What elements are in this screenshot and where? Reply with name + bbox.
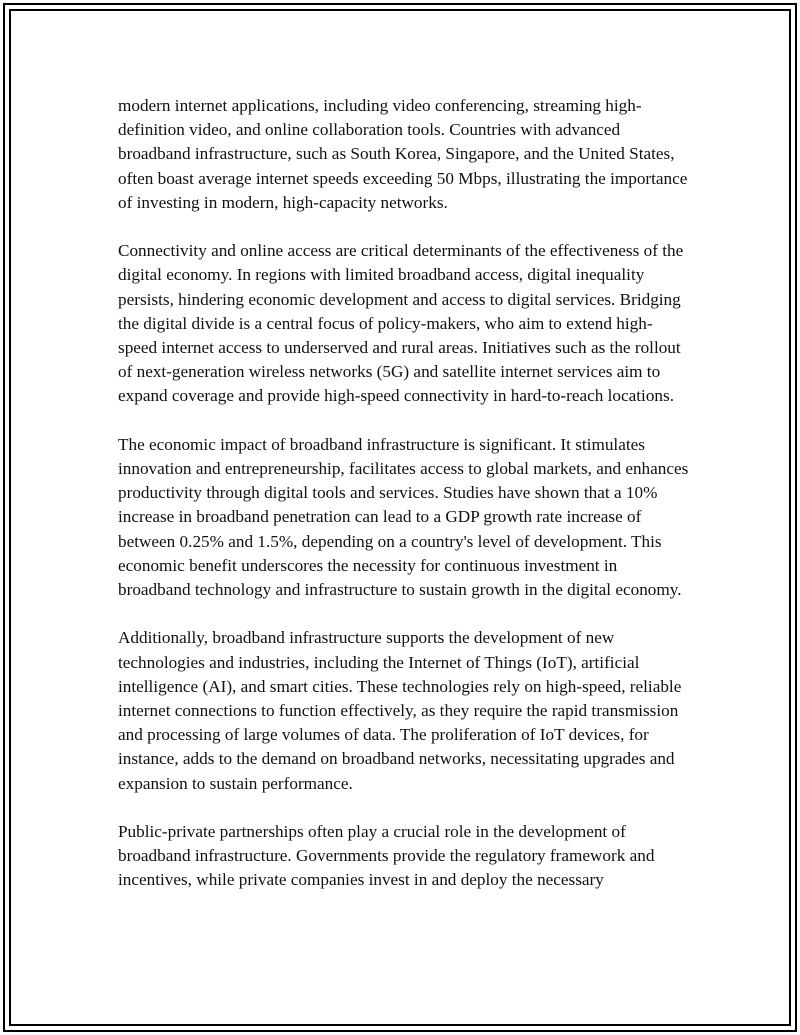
paragraph-5: Public-private partnerships often play a crucial role in the development of broadband infrastructure. Governments provide the regulatory framework and incentives, while private companies invest in and deploy the necessary [118, 822, 655, 890]
paragraph-1: modern internet applications, including video conferencing, streaming high-definition video, and online collaboration tools. Countries with advanced broadband infrastructure, such as South Korea, Singapore, and the United States, often boast average internet speeds exceeding 50 Mbps, illustrating the importance of investing in modern, high-capacity networks. [118, 96, 688, 212]
paragraph-2: Connectivity and online access are critical determinants of the effectiveness of the digital economy. In regions with limited broadband access, digital inequality persists, hindering economic development and access to digital services. Bridging the digital divide is a central focus of policy-makers, who aim to extend high-speed internet access to underserved and rural areas. Initiatives such as the rollout of next-generation wireless networks (5G) and satellite internet services aim to expand coverage and provide high-speed connectivity in hard-to-reach locations. [118, 241, 684, 406]
paragraph-3: The economic impact of broadband infrastructure is significant. It stimulates innovation and entrepreneurship, facilitates access to global markets, and enhances productivity through digital tools and services. Studies have shown that a 10% increase in broadband penetration can lead to a GDP growth rate increase of between 0.25% and 1.5%, depending on a country's level of development. This economic benefit underscores the necessity for continuous investment in broadband technology and infrastructure to sustain growth in the digital economy. [118, 434, 689, 600]
paragraph-4: Additionally, broadband infrastructure supports the development of new technologies and industries, including the Internet of Things (IoT), artificial intelligence (AI), and smart cities. These technologies rely on high-speed, reliable internet connections to function effectively, as they require the rapid transmission and processing of large volumes of data. The proliferation of IoT devices, for instance, adds to the demand on broadband networks, necessitating upgrades and expansion to sustain performance. [118, 628, 682, 793]
document-body [118, 94, 690, 917]
